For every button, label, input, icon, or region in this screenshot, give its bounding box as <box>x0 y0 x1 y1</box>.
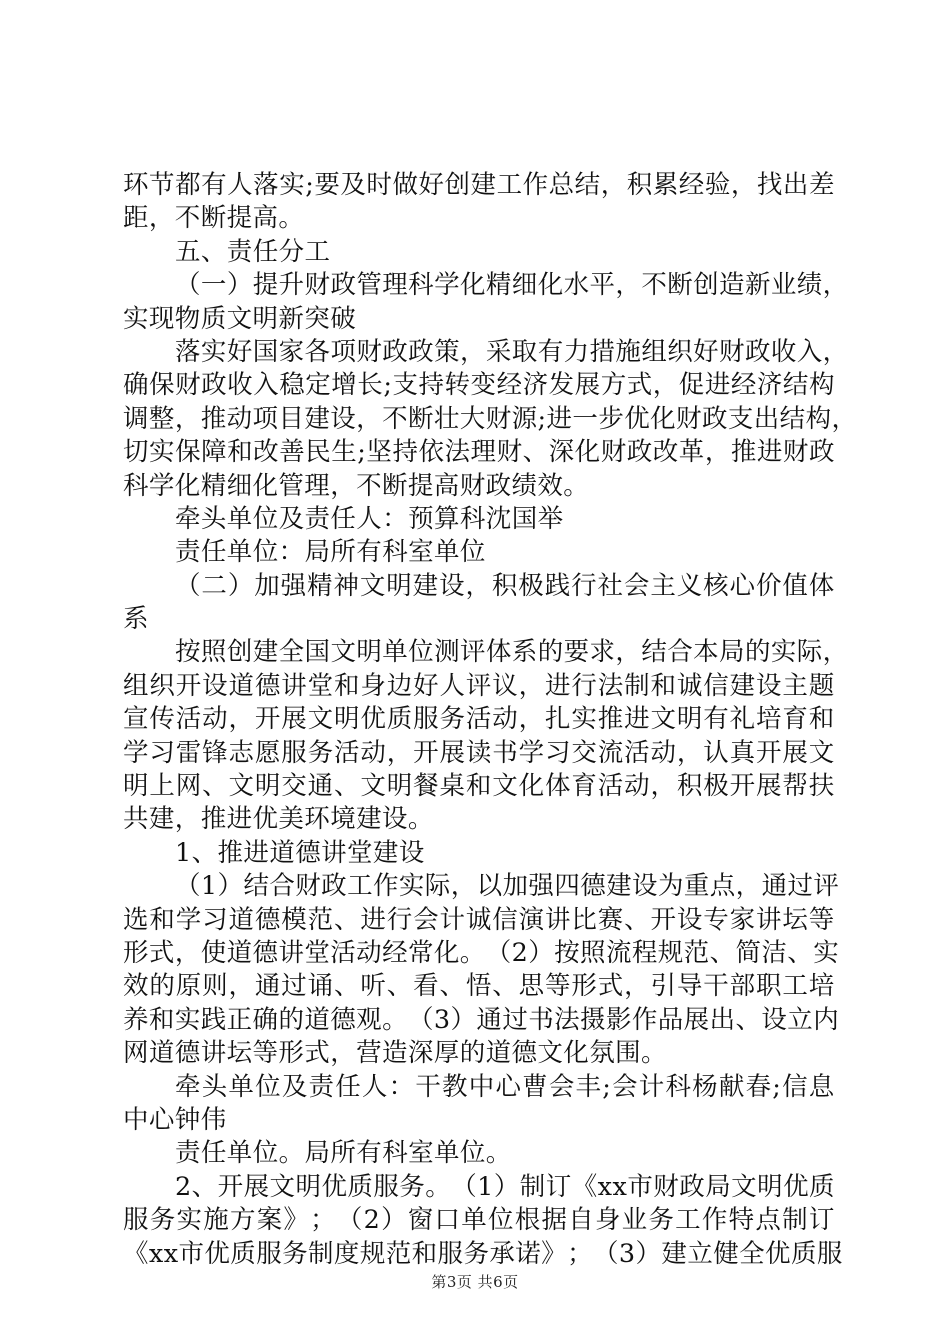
text-line: 养 和 实 践 正 确 的 道 德 观 。 （ 3 ） 通 过 书 法 摄 影 作 品 展 出 、 设 立 内 <box>123 1004 840 1035</box>
text-line: 中心钟伟 <box>123 1104 227 1135</box>
text-line: 网道德讲坛等形式，营造深厚的道德文化氛围。 <box>123 1038 667 1069</box>
text-line: 学 习 雷 锋 志 愿 服 务 活 动 ， 开 展 读 书 学 习 交 流 活 动 ， 认 真 开 展 文 <box>123 737 835 768</box>
text-line: 牵头单位及责任人：预算科沈国举 <box>175 503 564 534</box>
text-line: 责任单位：局所有科室单位 <box>175 537 486 568</box>
text-line: 共建，推进优美环境建设。 <box>123 804 434 835</box>
text-line: （ 二 ） 加 强 精 神 文 明 建 设 ， 积 极 践 行 社 会 主 义 核 心 价 值 体 <box>175 570 835 601</box>
text-line: （ 一 ） 提 升 财 政 管 理 科 学 化 精 细 化 水 平 ， 不 断 创 造 新 业 绩 ， <box>175 270 849 301</box>
text-line: 切 实 保 障 和 改 善 民 生 ; 坚 持 依 法 理 财 、 深 化 财 政 改 革 ， 推 进 财 政 <box>123 437 835 468</box>
text-line: 形 式 ， 使 道 德 讲 堂 活 动 经 常 化 。 （ 2 ） 按 照 流 程 规 范 、 简 洁 、 实 <box>123 937 840 968</box>
document-body <box>123 169 858 1271</box>
text-line: 调 整 ， 推 动 项 目 建 设 ， 不 断 壮 大 财 源 ; 进 一 步 优 化 财 政 支 出 结 构 ， <box>123 403 858 434</box>
text-line: 1、推进道德讲堂建设 <box>175 837 425 868</box>
text-line: 落 实 好 国 家 各 项 财 政 政 策 ， 采 取 有 力 措 施 组 织 好 财 政 收 入 ， <box>175 336 849 367</box>
text-line: 科学化精细化管理，不断提高财政绩效。 <box>123 470 590 501</box>
text-line: 实现物质文明新突破 <box>123 303 357 334</box>
text-line: 确 保 财 政 收 入 稳 定 增 长 ; 支 持 转 变 经 济 发 展 方 式 ， 促 进 经 济 结 构 <box>123 370 835 401</box>
text-line: 宣 传 活 动 ， 开 展 文 明 优 质 服 务 活 动 ， 扎 实 推 进 文 明 有 礼 培 育 和 <box>123 704 835 735</box>
text-line: （ 1 ） 结 合 财 政 工 作 实 际 ， 以 加 强 四 德 建 设 为 重 点 ， 通 过 评 <box>175 871 840 902</box>
text-line: 组 织 开 设 道 德 讲 堂 和 身 边 好 人 评 议 ， 进 行 法 制 和 诚 信 建 设 主 题 <box>123 670 835 701</box>
text-line: 选 和 学 习 道 德 模 范 、 进 行 会 计 诚 信 演 讲 比 赛 、 开 设 专 家 讲 坛 等 <box>123 904 835 935</box>
text-line: 明 上 网 、 文 明 交 通 、 文 明 餐 桌 和 文 化 体 育 活 动 ， 积 极 开 展 帮 扶 <box>123 771 835 802</box>
text-line: 服 务 实 施 方 案 》 ； （ 2 ） 窗 口 单 位 根 据 自 身 业 务 工 作 特 点 制 订 <box>123 1205 835 1236</box>
text-line: 责任单位。局所有科室单位。 <box>175 1138 512 1169</box>
text-line: 《 x x 市 优 质 服 务 制 度 规 范 和 服 务 承 诺 》 ； （ 3 ） 建 立 健 全 优 质 服 <box>123 1238 843 1269</box>
text-line: 环 节 都 有 人 落 实 ; 要 及 时 做 好 创 建 工 作 总 结 ， 积 累 经 验 ， 找 出 差 <box>123 170 835 200</box>
text-line: 系 <box>123 604 149 635</box>
page-footer: 第3页 共6页 <box>431 1273 519 1291</box>
text-line: 距，不断提高。 <box>123 203 305 234</box>
text-line: 2 、 开 展 文 明 优 质 服 务 。 （ 1 ） 制 订 《 x x 市 财 政 局 文 明 优 质 <box>175 1171 835 1202</box>
text-line: 五、责任分工 <box>175 236 331 267</box>
text-line: 按 照 创 建 全 国 文 明 单 位 测 评 体 系 的 要 求 ， 结 合 本 局 的 实 际 ， <box>175 637 849 668</box>
text-line: 牵 头 单 位 及 责 任 人 ： 干 教 中 心 曹 会 丰 ; 会 计 科 杨 献 春 ; 信 息 <box>175 1071 835 1102</box>
text-line: 效 的 原 则 ， 通 过 诵 、 听 、 看 、 悟 、 思 等 形 式 ， 引 导 干 部 职 工 培 <box>123 971 835 1002</box>
